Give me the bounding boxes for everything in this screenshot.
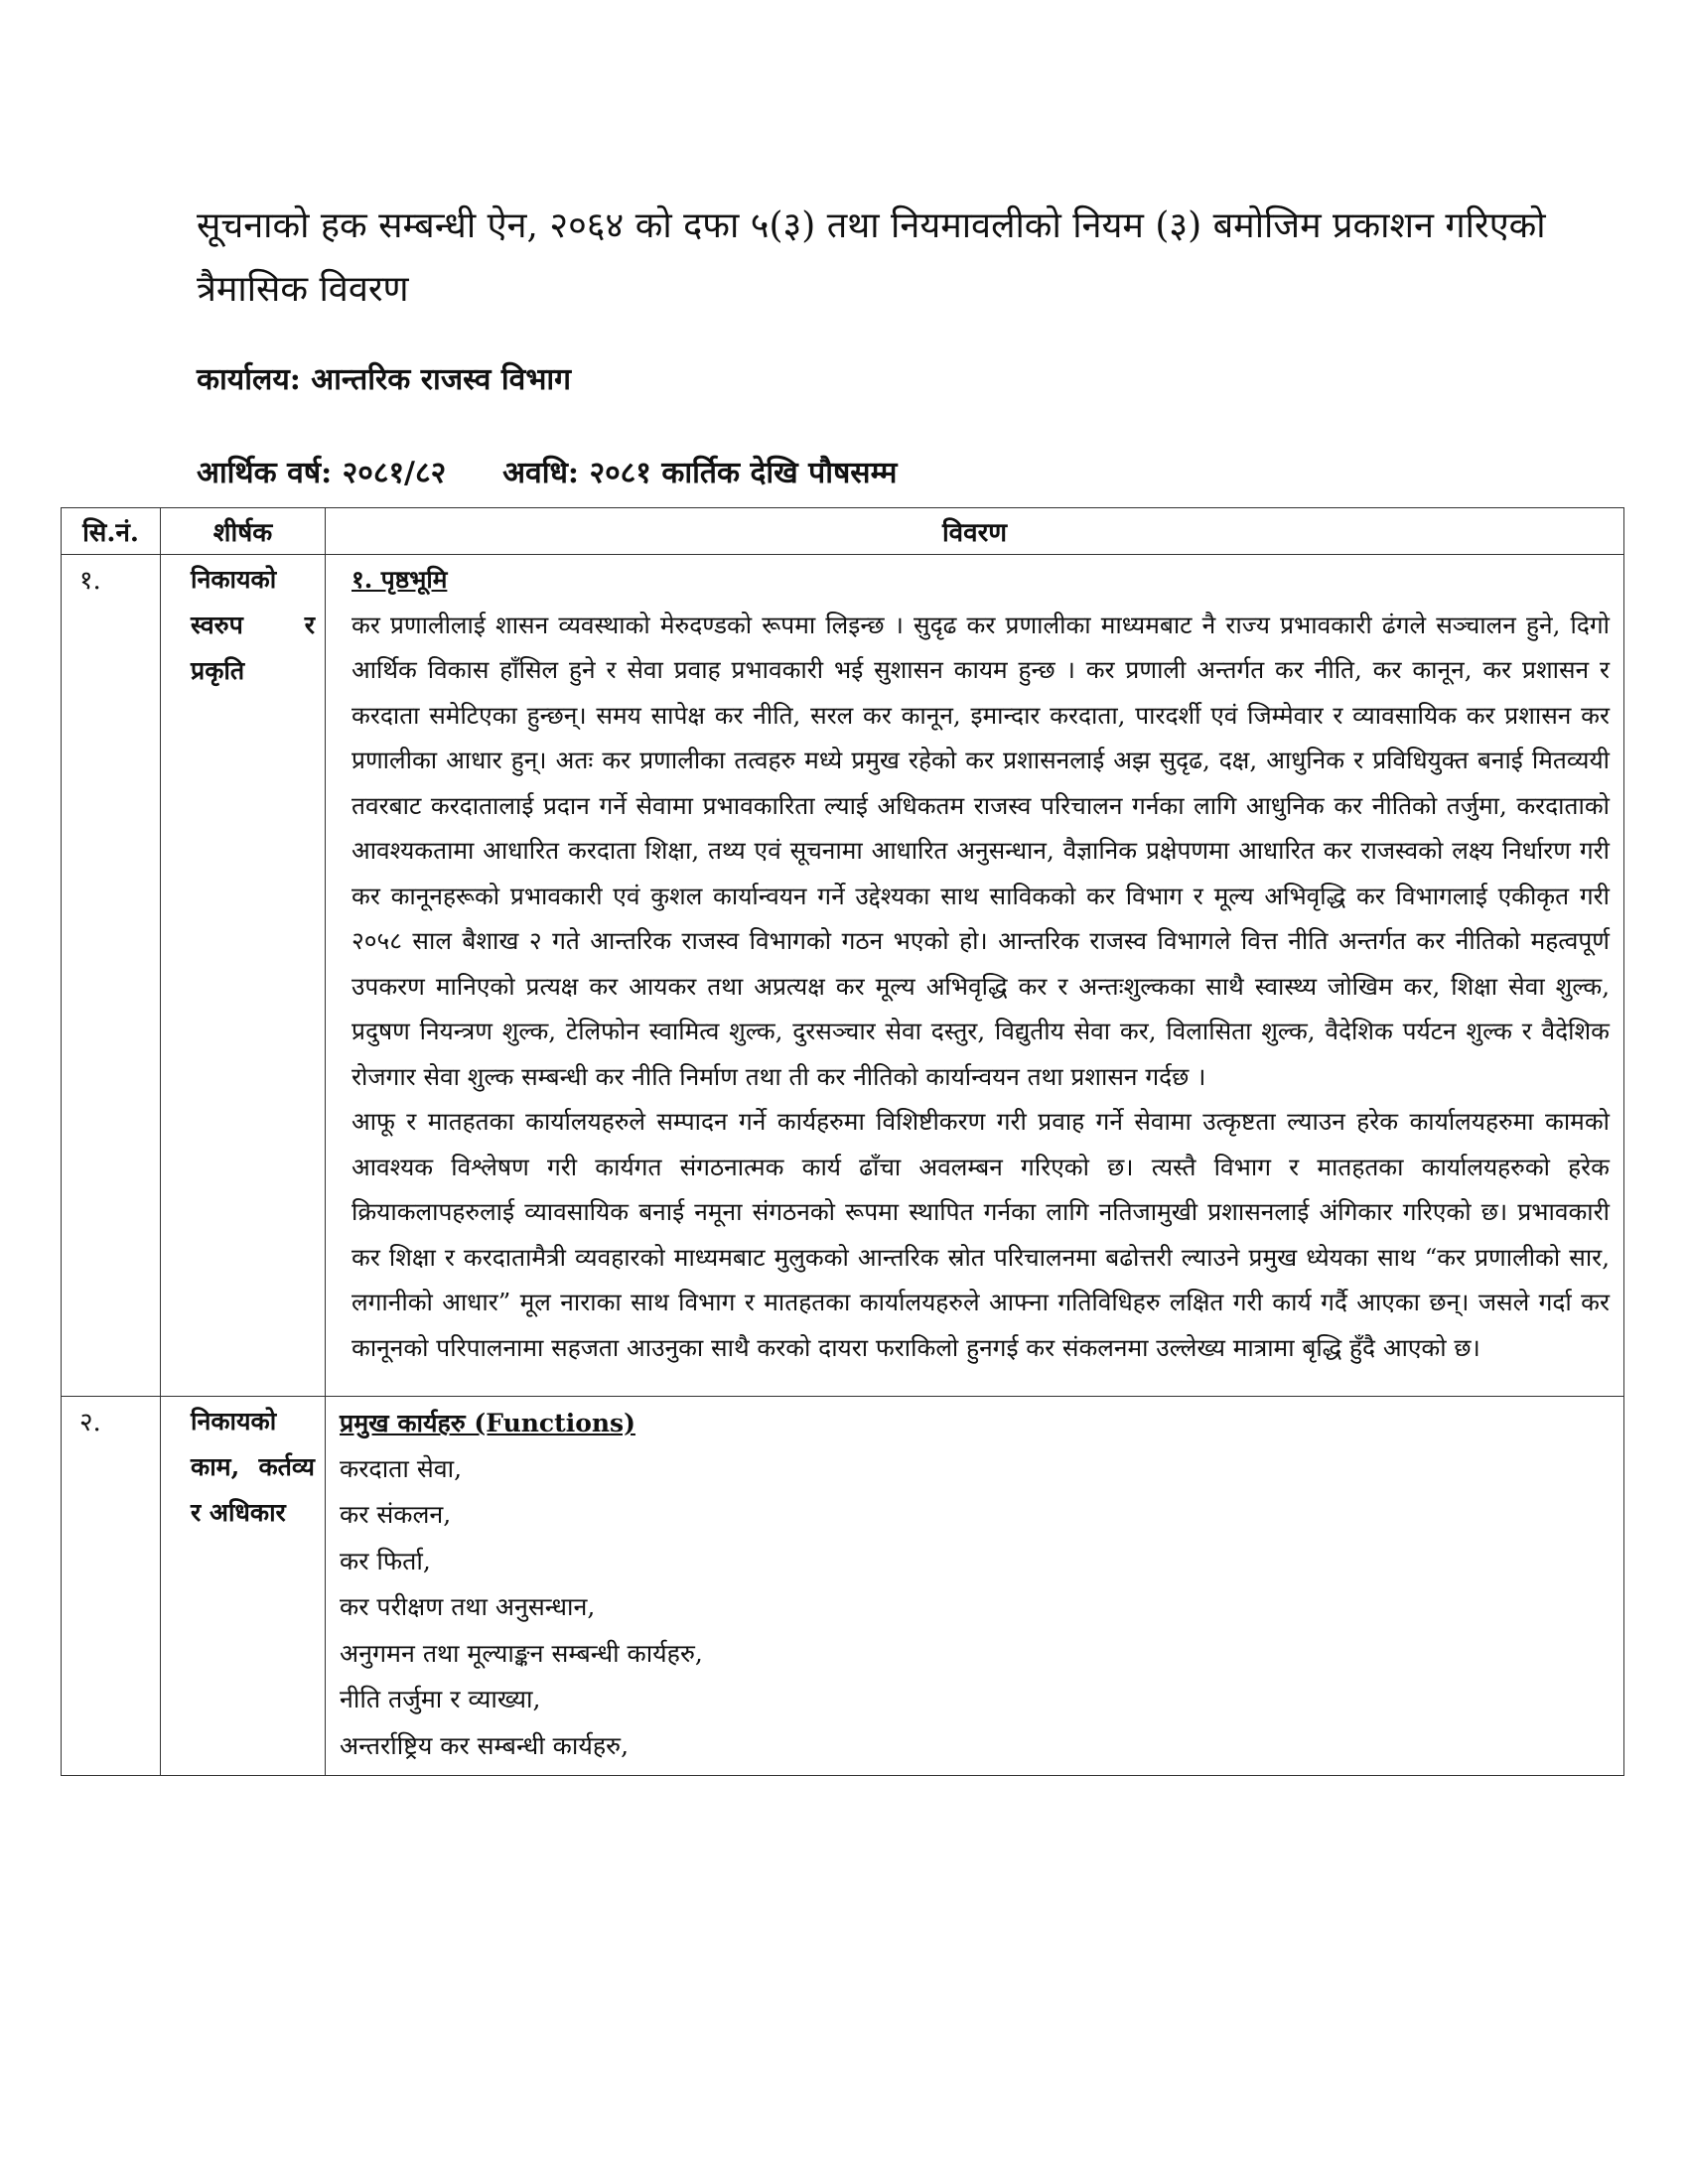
period-label: अवधि: [502, 456, 580, 490]
table-row [62, 1397, 1624, 1776]
row-serial-number: २. [62, 1397, 161, 1776]
list-item: करदाता सेवा, [340, 1453, 463, 1483]
list-item: अन्तर्राष्ट्रिय कर सम्बन्धी कार्यहरु, [340, 1730, 630, 1760]
row-description [326, 1397, 1624, 1776]
period-value: २०८१ कार्तिक देखि पौषसम्म [589, 456, 898, 490]
list-item: नीति तर्जुमा र व्याख्या, [340, 1685, 541, 1713]
background-paragraph-2: आफू र मातहतका कार्यालयहरुले सम्पादन गर्ने कार्यहरुमा विशिष्टीकरण गरी प्रवाह गर्ने सेवामा उत्कृष्टता ल्याउन हरेक कार्यालयहरुमा कामको आवश्यक विश्लेषण गरी कार्यगत संगठनात्मक कार्य ढाँचा अवलम्बन गरिएको छ। त्यस्तै विभाग र मातहतका कार्यालयहरुको हरेक क्रियाकलापहरुलाई व्यावसायिक बनाई नमूना संगठनको रूपमा स्थापित गर्नका लागि नतिजामुखी प्रशासनलाई अंगिकार गरिएको छ। प्रभावकारी कर शिक्षा र करदातामैत्री व्यवहारको माध्यमबाट मुलुकको आन्तरिक स्रोत परिचालनमा बढोत्तरी ल्याउने प्रमुख ध्येयका साथ “कर प्रणालीको सार, लगानीको आधार” मूल नाराका साथ विभाग र मातहतका कार्यालयहरुले आफ्ना गतिविधिहरु लक्षित गरी कार्य गर्दै आएका छन्। जसले गर्दा कर कानूनको परिपालनामा सहजता आउनुका साथै करको दायरा फराकिलो हुनगई कर संकलनमा उल्लेख्य मात्रामा बृद्धि हुँदै आएको छ। [352, 1107, 1610, 1362]
header-serial-number: सि.नं. [62, 508, 161, 555]
section-title-background: १. पृष्ठभूमि [352, 565, 448, 594]
row-serial-number: १. [62, 555, 161, 1397]
list-item: कर फिर्ता, [340, 1546, 431, 1575]
table-header-row [62, 508, 1624, 555]
office-value: आन्तरिक राजस्व विभाग [311, 362, 572, 397]
header-heading: शीर्षक [161, 508, 326, 555]
section-title-functions: प्रमुख कार्यहरु (Functions) [340, 1409, 635, 1437]
list-item: कर संकलन, [340, 1500, 452, 1529]
table-row [62, 555, 1624, 1397]
list-item: कर परीक्षण तथा अनुसन्धान, [340, 1592, 596, 1621]
fiscal-period-line [197, 451, 898, 491]
header-description: विवरण [326, 508, 1624, 555]
document-title: सूचनाको हक सम्बन्धी ऐन, २०६४ को दफा ५(३) तथा नियमावलीको नियम (३) बमोजिम प्रकाशन गरिएको त्रैमासिक विवरण [197, 205, 1546, 310]
information-table [61, 507, 1624, 1776]
row-description [326, 555, 1624, 1397]
row-heading: निकायको स्वरुप र प्रकृति [161, 555, 326, 1397]
row-heading: निकायको काम, कर्तव्य र अधिकार [161, 1397, 326, 1776]
office-label: कार्यालय: [197, 362, 301, 397]
functions-list [340, 1446, 1610, 1770]
background-paragraph-1: कर प्रणालीलाई शासन व्यवस्थाको मेरुदण्डको रूपमा लिइन्छ । सुदृढ कर प्रणालीका माध्यमबाट नै राज्य प्रभावकारी ढंगले सञ्चालन हुने, दिगो आर्थिक विकास हाँसिल हुने र सेवा प्रवाह प्रभावकारी भई सुशासन कायम हुन्छ । कर प्रणाली अन्तर्गत कर नीति, कर कानून, कर प्रशासन र करदाता समेटिएका हुन्छन्। समय सापेक्ष कर नीति, सरल कर कानून, इमान्दार करदाता, पारदर्शी एवं जिम्मेवार र व्यावसायिक कर प्रशासन कर प्रणालीका आधार हुन्। अतः कर प्रणालीका तत्वहरु मध्ये प्रमुख रहेको कर प्रशासनलाई अझ सुदृढ, दक्ष, आधुनिक र प्रविधियुक्त बनाई मितव्ययी तवरबाट करदातालाई प्रदान गर्ने सेवामा प्रभावकारिता ल्याई अधिकतम राजस्व परिचालन गर्नका लागि आधुनिक कर नीतिको तर्जुमा, करदाताको आवश्यकतामा आधारित करदाता शिक्षा, तथ्य एवं सूचनामा आधारित अनुसन्धान, वैज्ञानिक प्रक्षेपणमा आधारित कर राजस्वको लक्ष्य निर्धारण गरी कर कानूनहरूको प्रभावकारी एवं कुशल कार्यान्वयन गर्ने उद्देश्यका साथ साविकको कर विभाग र मूल्य अभिवृद्धि कर विभागलाई एकीकृत गरी २०५८ साल बैशाख २ गते आन्तरिक राजस्व विभागको गठन भएको हो। आन्तरिक राजस्व विभागले वित्त नीति अन्तर्गत कर नीतिको महत्वपूर्ण उपकरण मानिएको प्रत्यक्ष कर आयकर तथा अप्रत्यक्ष कर मूल्य अभिवृद्धि कर र अन्तःशुल्कका साथै स्वास्थ्य जोखिम कर, शिक्षा सेवा शुल्क, प्रदुषण नियन्त्रण शुल्क, टेलिफोन स्वामित्व शुल्क, दुरसञ्चार सेवा दस्तुर, विद्युतीय सेवा कर, विलासिता शुल्क, वैदेशिक पर्यटन शुल्क र वैदेशिक रोजगार सेवा शुल्क सम्बन्धी कर नीति निर्माण तथा ती कर नीतिको कार्यान्वयन तथा प्रशासन गर्दछ । [352, 610, 1610, 1091]
fiscal-year-label: आर्थिक वर्ष: [197, 456, 333, 490]
office-line [197, 357, 571, 398]
list-item: अनुगमन तथा मूल्याङ्कन सम्बन्धी कार्यहरु, [340, 1638, 703, 1668]
fiscal-year-value: २०८१/८२ [342, 456, 447, 490]
